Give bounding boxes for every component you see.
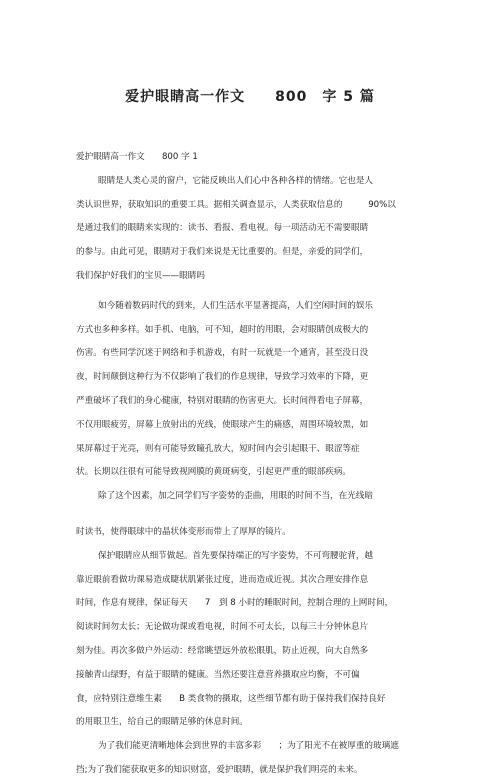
text-line: 方式也多种多样。如手机、电脑，可不知，超时的用眼，会对眼睛创成极大的 <box>76 324 369 335</box>
text-line: 类认识世界，获取知识的重要工具。据相关调查显示，人类获取信息的 90%以 <box>76 199 396 210</box>
text-line: 保护眼睛应从细节做起。首先要保持端正的写字姿势，不可弯腰驼背，越 <box>98 550 374 561</box>
text-line: 我们保护好我们的宝贝——眼睛吗 <box>76 270 205 281</box>
text-line: 的用眼卫生，给自己的眼睛足够的休息时间。 <box>76 717 248 728</box>
document-title: 爱护眼睛高一作文 800 字 5 篇 <box>125 89 375 105</box>
text-line: 接触青山绿野，有益于眼睛的健康。当然还要注意营养摄取应均衡，不可偏 <box>76 669 360 680</box>
text-line: 状。长期以往很有可能导致视网膜的黄斑病变，引起更严重的眼部疾病。 <box>76 467 352 478</box>
text-line: 阅读时间勿太长；无论做功课或看电视，时间不可太长，以每三十分钟休息片 <box>76 622 369 633</box>
text-line: 不仅用眼疲劳，屏幕上放射出的光线，使眼球产生的痛感，周围环境较黑，如 <box>76 419 369 430</box>
text-line: 靠近眼前看做功课易造成睫状肌紧张过度，进而造成近视。其次合理安排作息 <box>76 574 369 585</box>
text-line: 是通过我们的眼睛来实现的：读书、看报、看电视。每一项活动无不需要眼睛 <box>76 223 369 234</box>
text-line: 的参与。由此可见，眼睛对于我们来说是无比重要的。但是，亲爱的同学们， <box>76 247 369 258</box>
text-line: 严重破坏了我们的身心健康，特别对眼睛的伤害更大。长时间得看电子屏幕， <box>76 395 369 406</box>
text-line: 为了我们能更清晰地体会到世界的丰富多彩 ；为了阳光不在被厚重的玻璃遮 <box>98 741 399 752</box>
text-line: 刻为佳。再次多做户外运动：经常眺望远外放松眼肌，防止近视，向大自然多 <box>76 645 369 656</box>
text-line: 眼睛是人类心灵的窗户，它能反映出人们心中各种各样的情绪。它也是人 <box>98 175 374 186</box>
text-line: 挡;为了我们能获取更多的知识财富，爱护眼睛，就是保护我们明亮的未来。 <box>76 764 363 775</box>
text-line: 除了这个因素，加之同学们写字姿势的歪曲，用眼的时间不当，在光线暗 <box>98 491 374 502</box>
text-line: 食，应特别注意维生素 B 类食物的摄取，这些细节都有助于保持我们保持良好 <box>76 693 386 704</box>
text-line: 伤害。有些同学沉迷于网络和手机游戏，有时一玩就是一个通宵，甚至没日没 <box>76 348 369 359</box>
text-line: 时间，作息有规律，保证每天 7 到 8 小时的睡眠时间，控制合理的上网时间， <box>76 598 394 609</box>
document-body <box>76 146 416 783</box>
text-line: 夜，时间颠倒这种行为不仅影响了我们的作息规律，导致学习效率的下降，更 <box>76 372 369 383</box>
essay-subtitle: 爱护眼睛高一作文 800 字 1 <box>76 152 198 162</box>
text-line: 时读书，使得眼球中的晶状体变形而带上了厚厚的镜片。 <box>76 526 291 537</box>
text-line: 如今随着数码时代的到来，人们生活水平显著提高，人们空闲时间的娱乐 <box>98 300 374 311</box>
text-line: 果屏幕过于光亮，则有可能导致瞳孔放大，短时间内会引起眼干、眼涩等症 <box>76 443 360 454</box>
